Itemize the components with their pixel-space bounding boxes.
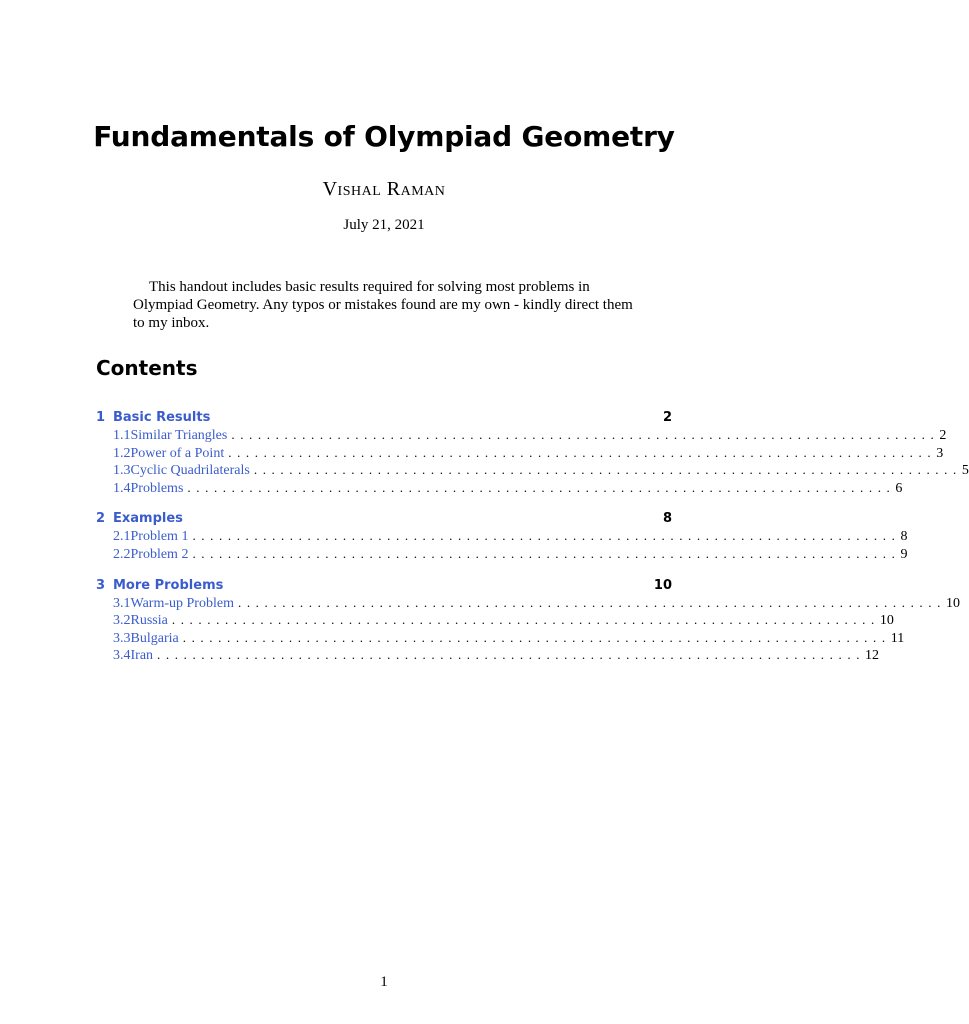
toc-dot-leader: ................................................................................ — [231, 427, 940, 442]
toc-section-link[interactable] — [96, 578, 672, 595]
toc-subsection-number: 1.3 — [113, 463, 131, 479]
toc-subsection-page: 11 — [890, 630, 905, 646]
toc-subsection-label: Iran — [130, 648, 154, 664]
toc-group — [96, 511, 908, 563]
toc-subsection-label: Problems — [130, 480, 184, 496]
toc-subsection-label: Problem 1 — [130, 529, 189, 545]
table-of-contents — [96, 410, 969, 679]
toc-subsection-page: 12 — [865, 648, 880, 664]
document-abstract: This handout includes basic results required for solving most problems in Olympiad Geometry. Any typos or mistakes found are my own - kindly direct them to my inbox. — [133, 279, 633, 331]
toc-group — [96, 577, 960, 665]
toc-section-number: 1 — [96, 410, 106, 425]
toc-subsection-link[interactable] — [96, 545, 908, 564]
toc-subsection-number: 3.3 — [113, 630, 131, 646]
document-author: Vishal Raman — [322, 178, 446, 200]
toc-subsection-link[interactable] — [96, 479, 903, 498]
toc-subsection-number: 1.4 — [113, 480, 131, 496]
toc-dot-leader: ................................................................................ — [192, 528, 901, 544]
toc-dot-leader: ................................................................................ — [182, 629, 891, 645]
toc-subsection-label: Similar Triangles — [130, 428, 228, 443]
toc-subsection-page: 2 — [939, 428, 947, 443]
toc-subsection-number: 2.1 — [113, 529, 131, 545]
toc-subsection-number: 1.2 — [113, 445, 131, 461]
toc-section-number: 3 — [96, 577, 106, 593]
toc-section-label: Examples — [113, 511, 183, 527]
toc-subsection-label: Cyclic Quadrilaterals — [130, 463, 250, 479]
toc-subsection-label: Warm-up Problem — [130, 595, 234, 611]
toc-subsection-page: 3 — [936, 445, 944, 461]
toc-subsection-page: 5 — [961, 463, 969, 479]
toc-section-page: 8 — [662, 511, 672, 527]
page-number: 1 — [380, 974, 388, 990]
toc-subsection-page: 10 — [945, 595, 960, 611]
toc-subsection-label: Bulgaria — [130, 630, 179, 646]
toc-subsection-link[interactable] — [96, 647, 880, 665]
toc-section-page: 2 — [662, 410, 672, 425]
toc-subsection-page: 6 — [895, 480, 903, 496]
toc-dot-leader: ................................................................................ — [171, 612, 880, 628]
toc-group — [96, 410, 969, 497]
toc-section-page: 10 — [653, 577, 672, 593]
toc-subsection-link[interactable] — [96, 594, 960, 613]
toc-dot-leader: ................................................................................ — [253, 462, 962, 478]
toc-subsection-link[interactable] — [96, 629, 905, 648]
toc-subsection-link[interactable] — [96, 444, 944, 463]
toc-dot-leader: ................................................................................ — [192, 545, 901, 561]
toc-dot-leader: ................................................................................ — [157, 647, 866, 663]
toc-section-number: 2 — [96, 511, 106, 527]
document-date: July 21, 2021 — [343, 217, 425, 233]
toc-section-label: More Problems — [113, 577, 224, 593]
toc-subsection-link[interactable] — [96, 528, 908, 546]
toc-subsection-page: 9 — [900, 546, 908, 562]
toc-subsection-label: Problem 2 — [130, 546, 189, 562]
toc-subsection-link[interactable] — [96, 612, 894, 630]
contents-heading: Contents — [96, 356, 198, 380]
toc-section-link[interactable] — [96, 410, 672, 427]
toc-subsection-number: 3.4 — [113, 648, 131, 664]
toc-subsection-number: 1.1 — [113, 428, 131, 443]
toc-dot-leader: ................................................................................ — [187, 479, 896, 495]
toc-subsection-link[interactable] — [96, 427, 947, 445]
toc-subsection-number: 3.2 — [113, 613, 131, 629]
toc-subsection-page: 8 — [900, 529, 908, 545]
toc-subsection-link[interactable] — [96, 462, 969, 480]
toc-section-label: Basic Results — [113, 410, 211, 425]
toc-subsection-number: 3.1 — [113, 595, 131, 611]
toc-subsection-page: 10 — [879, 613, 894, 629]
toc-dot-leader: ................................................................................ — [228, 444, 937, 460]
toc-subsection-number: 2.2 — [113, 546, 131, 562]
toc-dot-leader: ................................................................................ — [237, 594, 946, 610]
toc-subsection-label: Russia — [130, 613, 168, 629]
toc-section-link[interactable] — [96, 511, 672, 528]
toc-subsection-label: Power of a Point — [130, 445, 225, 461]
document-title: Fundamentals of Olympiad Geometry — [93, 120, 675, 153]
